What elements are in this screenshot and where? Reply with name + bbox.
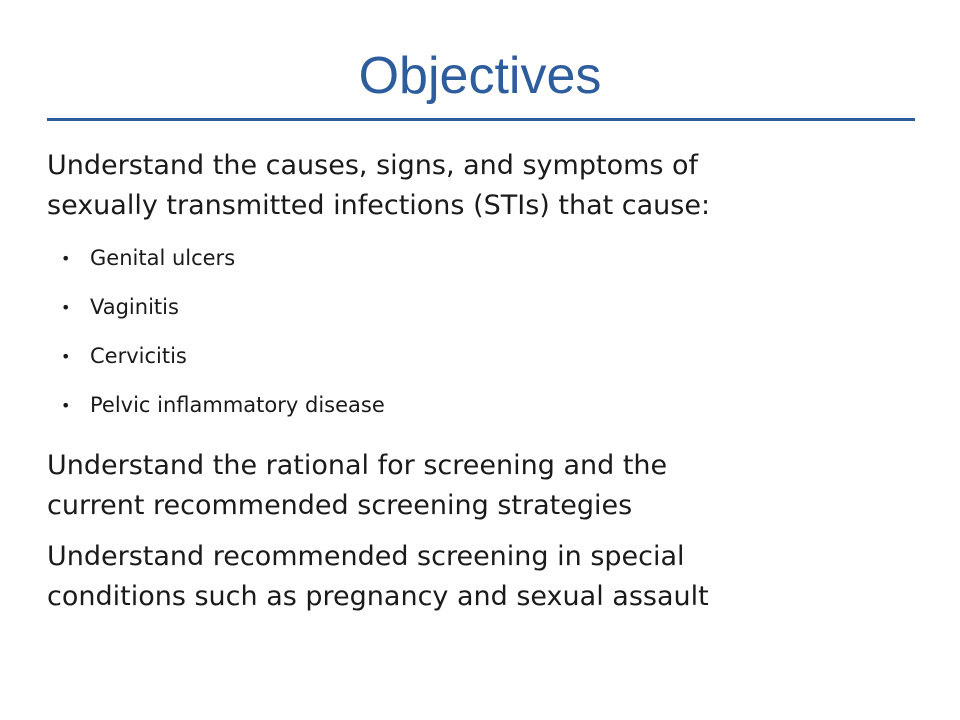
bullet-item	[47, 381, 927, 430]
objective-1	[47, 146, 927, 226]
objective-1-bullet-list	[47, 234, 927, 430]
bullet-dot-icon: •	[61, 249, 71, 268]
objective-3-line-1: Understand recommended screening in special	[47, 541, 685, 572]
objective-3-line-2: conditions such as pregnancy and sexual assault	[47, 581, 709, 612]
bullet-dot-icon: •	[61, 347, 71, 366]
bullet-text: Cervicitis	[90, 344, 187, 368]
objective-1-line-1: Understand the causes, signs, and symptoms of	[47, 150, 699, 181]
objective-2	[47, 446, 927, 526]
bullet-item	[47, 332, 927, 381]
objective-2-line-2: current recommended screening strategies	[47, 490, 633, 521]
title-divider	[47, 118, 915, 121]
bullet-dot-icon: •	[61, 396, 71, 415]
objective-1-line-2: sexually transmitted infections (STIs) that cause:	[47, 190, 711, 221]
bullet-text: Vaginitis	[90, 295, 179, 319]
bullet-item	[47, 234, 927, 283]
slide-title: Objectives	[358, 47, 602, 105]
bullet-text: Genital ulcers	[90, 246, 236, 270]
bullet-item	[47, 283, 927, 332]
bullet-text: Pelvic inflammatory disease	[90, 393, 385, 417]
bullet-dot-icon: •	[61, 298, 71, 317]
objective-2-line-1: Understand the rational for screening and the	[47, 450, 668, 481]
slide-content	[47, 146, 927, 617]
objective-3	[47, 537, 927, 617]
